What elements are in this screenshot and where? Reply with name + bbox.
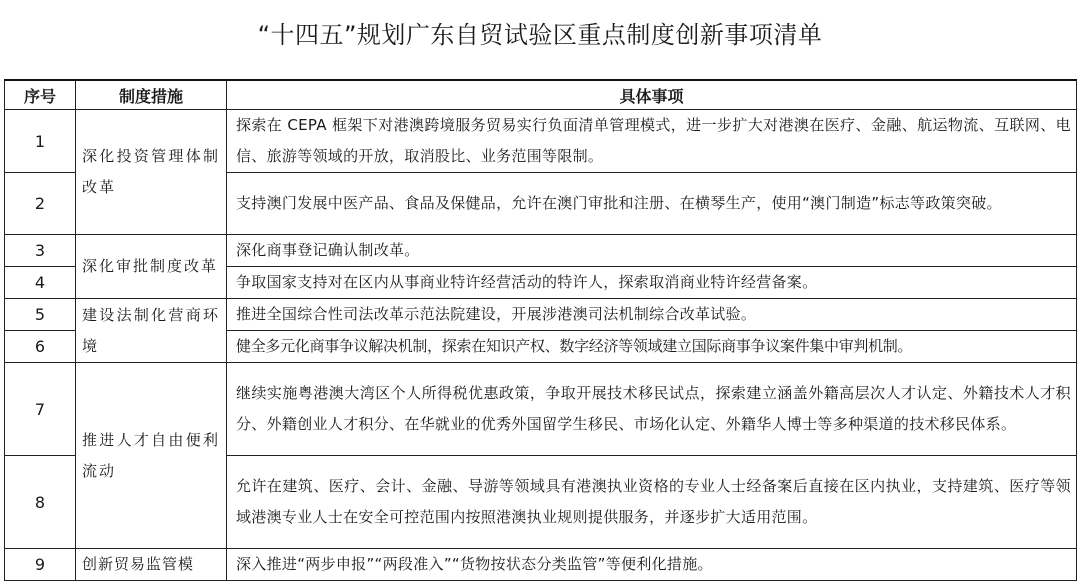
row-number: 2: [5, 173, 76, 235]
header-details: 具体事项: [227, 80, 1077, 110]
table-row: [5, 110, 1077, 173]
measure-cell: 推进人才自由便利流动: [76, 363, 227, 549]
header-measure: 制度措施: [76, 80, 227, 110]
detail-cell: 探索在 CEPA 框架下对港澳跨境服务贸易实行负面清单管理模式，进一步扩大对港澳在医疗、金融、航运物流、互联网、电信、旅游等领域的开放，取消股比、业务范围等限制。: [227, 110, 1077, 173]
table-row: [5, 235, 1077, 267]
row-number: 6: [5, 331, 76, 363]
table-row: [5, 549, 1077, 581]
row-number: 7: [5, 363, 76, 456]
detail-cell: 继续实施粤港澳大湾区个人所得税优惠政策，争取开展技术移民试点，探索建立涵盖外籍高层次人才认定、外籍技术人才积分、外籍创业人才积分、在华就业的优秀外国留学生移民、市场化认定、外籍华人博士等多种渠道的技术移民体系。: [227, 363, 1077, 456]
row-number: 9: [5, 549, 76, 581]
row-number: 4: [5, 267, 76, 299]
detail-cell: 支持澳门发展中医产品、食品及保健品，允许在澳门审批和注册、在横琴生产，使用“澳门制造”标志等政策突破。: [227, 173, 1077, 235]
measure-cell: 创新贸易监管模: [76, 549, 227, 581]
table-row: [5, 363, 1077, 456]
detail-cell: 争取国家支持对在区内从事商业特许经营活动的特许人，探索取消商业特许经营备案。: [227, 267, 1077, 299]
table-row: [5, 299, 1077, 331]
row-number: 8: [5, 456, 76, 549]
measure-cell: 深化审批制度改革: [76, 235, 227, 299]
measures-table: [4, 79, 1077, 581]
detail-cell: 允许在建筑、医疗、会计、金融、导游等领域具有港澳执业资格的专业人士经备案后直接在区内执业，支持建筑、医疗等领域港澳专业人士在安全可控范围内按照港澳执业规则提供服务，并逐步扩大适用范围。: [227, 456, 1077, 549]
measure-cell: 深化投资管理体制改革: [76, 110, 227, 235]
row-number: 1: [5, 110, 76, 173]
document-title: “十四五”规划广东自贸试验区重点制度创新事项清单: [257, 21, 823, 49]
row-number: 3: [5, 235, 76, 267]
header-index: 序号: [5, 80, 76, 110]
table-header-row: [5, 80, 1077, 110]
detail-cell: 推进全国综合性司法改革示范法院建设，开展涉港澳司法机制综合改革试验。: [227, 299, 1077, 331]
detail-cell: 深入推进“两步申报”“两段准入”“货物按状态分类监管”等便利化措施。: [227, 549, 1077, 581]
row-number: 5: [5, 299, 76, 331]
detail-cell: 深化商事登记确认制改革。: [227, 235, 1077, 267]
measure-cell: 建设法制化营商环境: [76, 299, 227, 363]
detail-cell: 健全多元化商事争议解决机制，探索在知识产权、数字经济等领域建立国际商事争议案件集中审判机制。: [227, 331, 1077, 363]
